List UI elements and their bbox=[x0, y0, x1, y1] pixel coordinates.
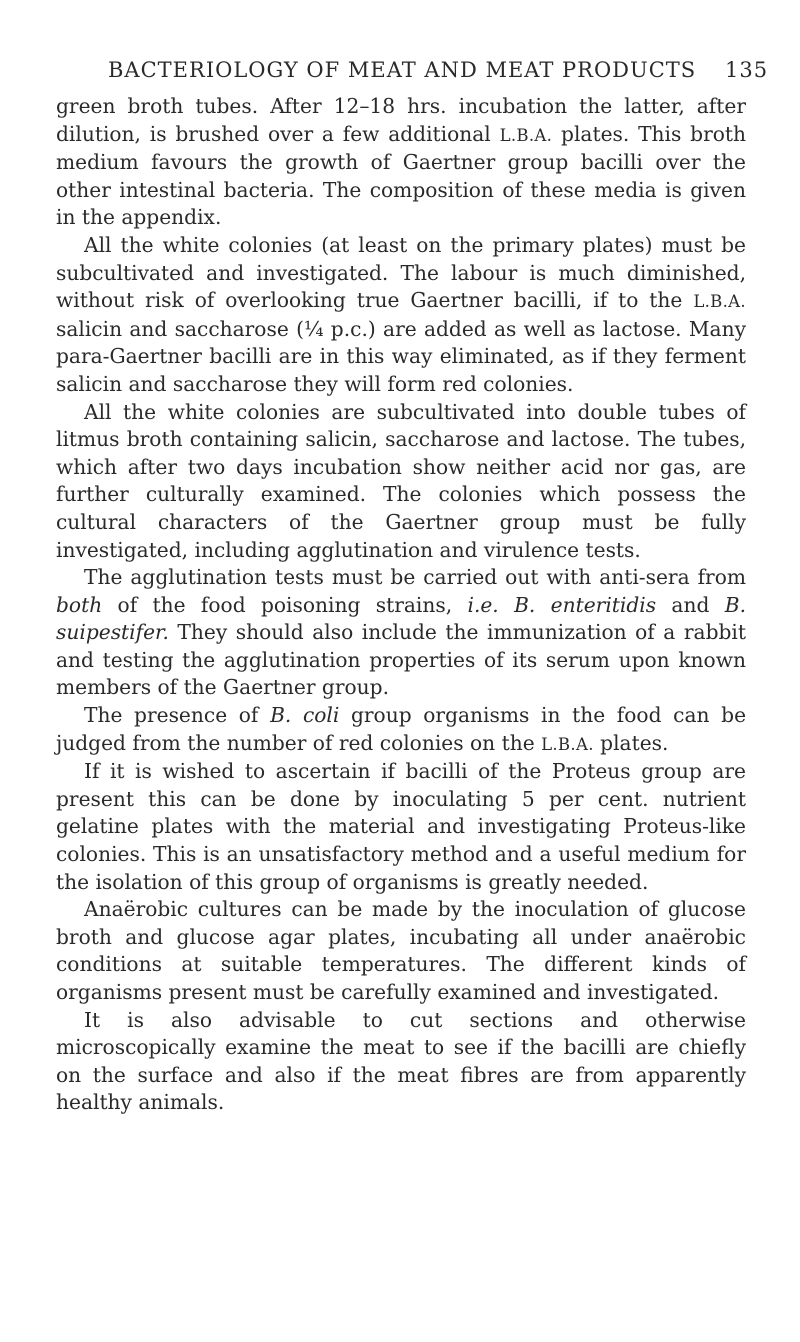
paragraph-8: It is also advisable to cut sections and otherwise microscopically examine the meat to see if the bacilli are chiefly on the surface and also if the meat fibres are from apparently healthy animals. bbox=[56, 1007, 746, 1115]
running-title: BACTERIOLOGY OF MEAT AND MEAT PRODUCTS bbox=[108, 58, 697, 82]
paragraph-4: The agglutination tests must be carried out with anti-sera from both of the food poisoning strains, i.e. B. enteritidis and B. suipestifer. They should also include the immunization of a rabbit and testing the agglutination properties of its serum upon known members of the Gaertner group. bbox=[56, 565, 747, 700]
paragraph-2: All the white colonies (at least on the primary plates) must be subcultivated and investigated. The labour is much diminished, without risk of overlooking true Gaertner bacilli, if to the L.B.A. salicin and saccharose (¼ p.c.) are added as well as lactose. Many para-Gaertner bacilli are in this way eliminated, as if they ferment salicin and saccharose they will form red colonies. bbox=[56, 232, 746, 396]
small-caps-abbrev: L.B.A. bbox=[693, 292, 746, 312]
paragraph-7: Anaërobic cultures can be made by the inoculation of glucose broth and glucose agar plates, incubating all under anaërobic conditions at suitable temperatures. The different kinds of organisms present must be carefully examined and investigated. bbox=[56, 897, 746, 1004]
italic-species-name: B. coli bbox=[270, 703, 340, 728]
paragraph-1: green broth tubes. After 12–18 hrs. incubation the latter, after dilution, is brushed over a few additional L.B.A. plates. This broth medium favours the growth of Gaertner group bacilli over the other intestinal bacteria. The composition of these media is given in the appendix. bbox=[56, 94, 746, 230]
paragraph-6: If it is wished to ascertain if bacilli of the Proteus group are present this can be done by inoculating 5 per cent. nutrient gelatine plates with the material and investigating Proteus-like colonies. This is an unsatisfactory method and a useful medium for the isolation of this group of organisms is greatly needed. bbox=[56, 759, 746, 894]
paragraph-5: The presence of B. coli group organisms in the food can be judged from the number of red colonies on the L.B.A. plates. bbox=[56, 703, 747, 755]
page-number: 135 bbox=[725, 58, 769, 82]
small-caps-abbrev: L.B.A. bbox=[541, 734, 594, 754]
paragraph-3: All the white colonies are subcultivated into double tubes of litmus broth containing salicin, saccharose and lactose. The tubes, which after two days incubation show neither acid nor gas, are further culturally examined. The colonies which possess the cultural characters of the Gaertner group must be fully investigated, including agglutination and virulence tests. bbox=[56, 399, 746, 562]
italic-species-name: B. suipestifer. bbox=[56, 592, 747, 645]
small-caps-abbrev: L.B.A. bbox=[499, 125, 553, 145]
body-text bbox=[56, 93, 746, 1117]
italic-emphasis: both bbox=[56, 592, 103, 617]
italic-species-name: i.e. B. enteritidis bbox=[467, 592, 657, 617]
